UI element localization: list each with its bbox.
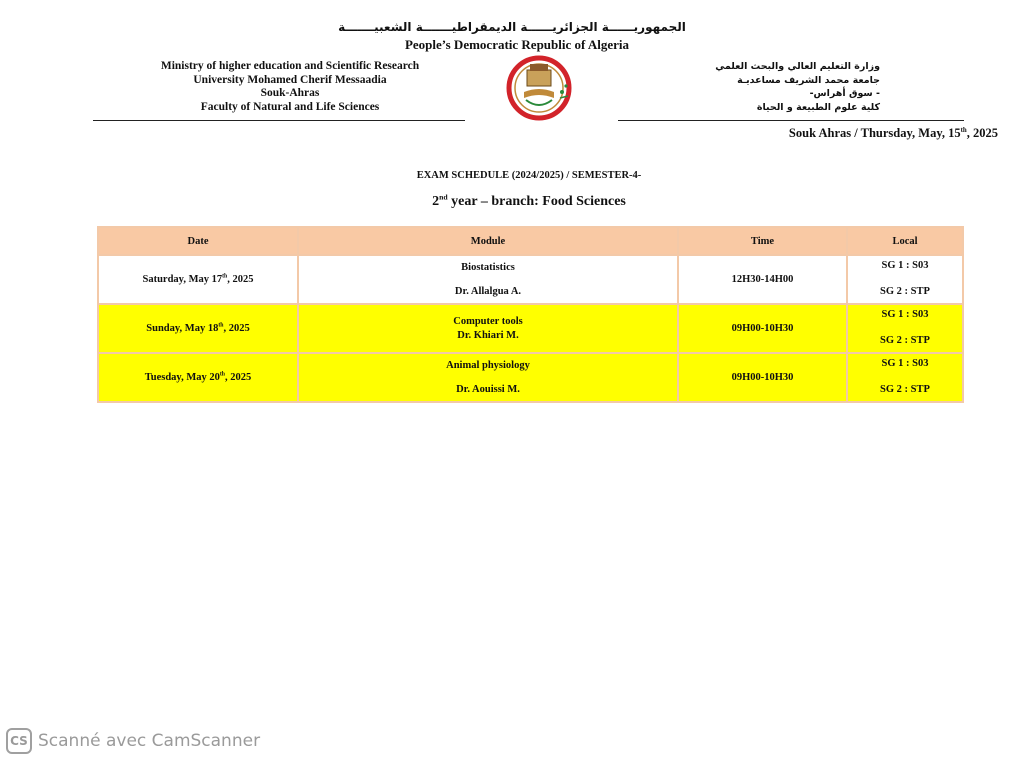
module-name: Computer tools: [453, 316, 523, 327]
module-cell: [298, 255, 678, 304]
city-arabic-line: - سوق أهراس-: [809, 88, 880, 99]
faculty-line: Faculty of Natural and Life Sciences: [200, 100, 380, 113]
institution-left-block: [120, 60, 460, 114]
ministry-arabic-line: وزارة التعليم العالي والبحث العلمي: [715, 61, 880, 72]
table-header-row: [98, 227, 963, 255]
header-date: Date: [98, 227, 298, 255]
exam-schedule-title: EXAM SCHEDULE (2024/2025) / SEMESTER-4-: [416, 170, 642, 181]
date-cell: Saturday, May 17th, 2025: [98, 255, 298, 304]
year-branch-title: 2nd year – branch: Food Sciences: [432, 192, 626, 209]
date-cell: Tuesday, May 20th, 2025: [98, 353, 298, 402]
header-module: Module: [298, 227, 678, 255]
university-seal-icon: [500, 52, 578, 122]
module-name: Animal physiology: [446, 360, 530, 371]
republic-title: People’s Democratic Republic of Algeria: [404, 37, 630, 52]
table-row: [98, 304, 963, 353]
arabic-republic-title: الجمهوريــــــة الجزائريــــــة الديمقراطيـــــــة الشعبيـــــــة: [338, 20, 686, 34]
camscanner-text: Scanné avec CamScanner: [38, 731, 261, 751]
time-cell: 12H30-14H00: [678, 255, 847, 304]
module-name: Biostatistics: [461, 262, 515, 273]
local-sg1: SG 1 : S03: [881, 358, 929, 369]
camscanner-watermark: [6, 728, 260, 754]
table-row: [98, 353, 963, 402]
time-cell: 09H00-10H30: [678, 353, 847, 402]
header-time: Time: [678, 227, 847, 255]
camscanner-logo-icon: CS: [6, 728, 32, 754]
right-divider: [618, 120, 964, 121]
local-sg1: SG 1 : S03: [881, 309, 929, 320]
university-arabic-line: جامعة محمد الشريف مساعديـة: [737, 74, 880, 86]
local-sg2: SG 2 : STP: [880, 384, 930, 395]
date-cell: Sunday, May 18th, 2025: [98, 304, 298, 353]
local-cell: [847, 255, 963, 304]
city-line: Souk-Ahras: [260, 87, 320, 99]
teacher-name: Dr. Aouissi M.: [456, 384, 520, 395]
faculty-arabic-line: كلية علوم الطبيعة و الحياة: [756, 101, 880, 113]
local-sg2: SG 2 : STP: [880, 335, 930, 346]
module-cell: [298, 304, 678, 353]
institution-right-block: [690, 60, 880, 114]
document-date: Souk Ahras / Thursday, May, 15th, 2025: [788, 126, 998, 140]
teacher-name: Dr. Khiari M.: [457, 330, 519, 341]
local-cell: [847, 353, 963, 402]
module-cell: [298, 353, 678, 402]
teacher-name: Dr. Allalgua A.: [454, 286, 522, 297]
header-local: Local: [847, 227, 963, 255]
local-sg1: SG 1 : S03: [881, 260, 929, 271]
ministry-line: Ministry of higher education and Scientific Research: [160, 60, 420, 72]
university-line: University Mohamed Cherif Messaadia: [193, 73, 387, 86]
exam-schedule-table: [97, 226, 964, 403]
local-cell: [847, 304, 963, 353]
left-divider: [93, 120, 465, 121]
table-row: [98, 255, 963, 304]
local-sg2: SG 2 : STP: [880, 286, 930, 297]
time-cell: 09H00-10H30: [678, 304, 847, 353]
